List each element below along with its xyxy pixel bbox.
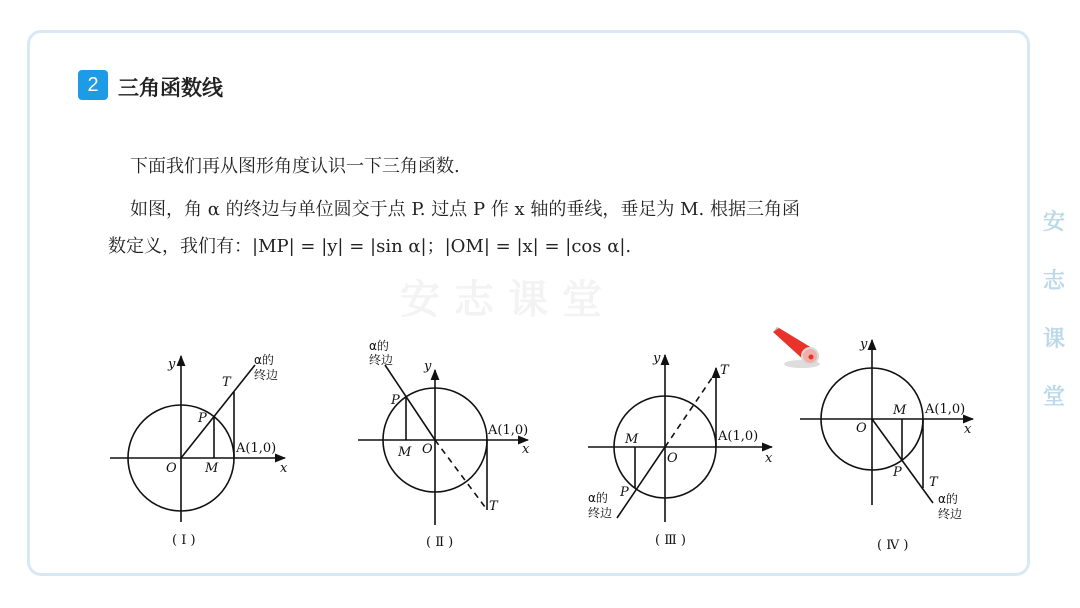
axis-label-y: y — [653, 351, 661, 366]
paragraph-1: 下面我们再从图形角度认识一下三角函数. — [130, 156, 460, 177]
label-terminal-side: 终边 — [254, 368, 279, 382]
label-M: M — [625, 432, 639, 447]
side-brand-char: 志 — [1043, 269, 1066, 294]
section-number-badge: 2 — [78, 70, 108, 100]
figure-caption: ( Ⅱ ) — [426, 535, 454, 550]
label-M: M — [205, 461, 219, 476]
label-A: A(1,0) — [925, 402, 966, 417]
label-P: P — [620, 485, 629, 500]
axis-label-x: x — [522, 442, 530, 457]
axis-label-x: x — [964, 422, 972, 437]
label-M: M — [893, 403, 907, 418]
label-terminal-side: 终边 — [938, 507, 963, 521]
section-title: 三角函数线 — [118, 76, 223, 100]
label-O: O — [856, 421, 867, 436]
label-alpha: α的 — [369, 339, 389, 353]
watermark: 安志课堂 — [400, 277, 616, 323]
label-T: T — [720, 363, 729, 378]
paragraph-3: 数定义，我们有：|MP| = |y| = |sin α|；|OM| = |x| = |cos α|. — [108, 236, 632, 257]
axis-label-x: x — [765, 451, 773, 466]
label-T: T — [222, 375, 231, 390]
label-O: O — [667, 451, 678, 466]
label-A: A(1,0) — [488, 423, 529, 438]
paragraph-2: 如图，角 α 的终边与单位圆交于点 P. 过点 P 作 x 轴的垂线，垂足为 M. 根据三角函 — [130, 199, 800, 220]
side-brand-char: 堂 — [1043, 385, 1066, 410]
figure-caption: ( Ⅳ ) — [877, 538, 909, 553]
figure-caption: ( Ⅲ ) — [655, 533, 686, 548]
label-terminal-side: 终边 — [588, 506, 613, 520]
axis-label-y: y — [168, 357, 176, 372]
axis-label-y: y — [860, 337, 868, 352]
label-alpha: α的 — [588, 491, 608, 505]
label-A: A(1,0) — [236, 441, 277, 456]
axis-label-x: x — [280, 461, 288, 476]
axis-label-y: y — [424, 359, 432, 374]
label-P: P — [198, 411, 207, 426]
label-P: P — [391, 393, 400, 408]
label-P: P — [893, 465, 902, 480]
label-M: M — [398, 445, 412, 460]
label-alpha: α的 — [254, 353, 274, 367]
label-O: O — [422, 442, 433, 457]
label-T: T — [489, 499, 498, 514]
figure-2 — [358, 365, 528, 525]
pencil-cursor-icon — [773, 327, 820, 368]
label-terminal-side: 终边 — [369, 353, 394, 367]
figure-caption: ( Ⅰ ) — [172, 533, 196, 548]
figure-4 — [800, 340, 973, 505]
label-T: T — [929, 475, 938, 490]
label-O: O — [166, 461, 177, 476]
label-A: A(1,0) — [718, 429, 759, 444]
side-brand-char: 课 — [1043, 327, 1066, 352]
label-alpha: α的 — [938, 492, 958, 506]
side-brand-char: 安 — [1043, 210, 1066, 235]
